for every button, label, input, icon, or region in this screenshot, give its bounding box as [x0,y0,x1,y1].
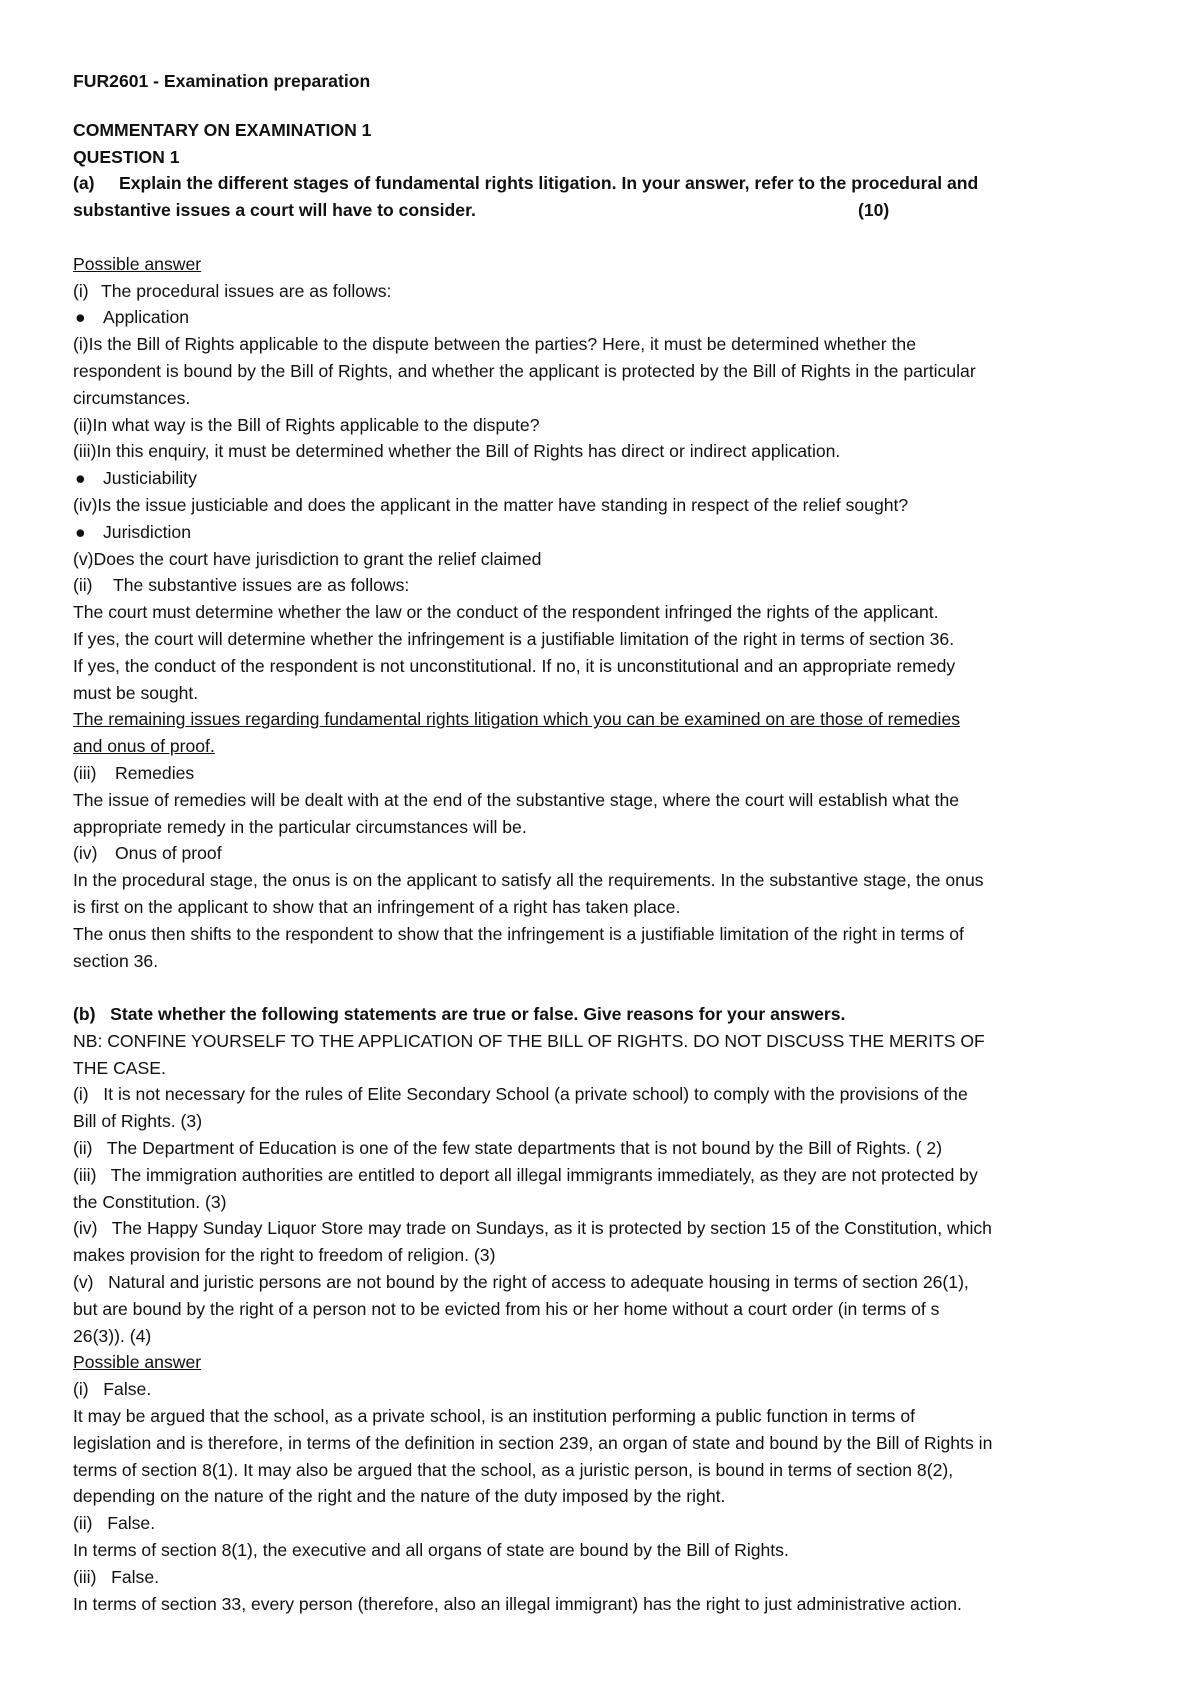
possible-answer-heading: Possible answer [73,253,202,274]
substantive-heading: (ii) The substantive issues are as follows: [73,575,410,596]
onus-line1: In the procedural stage, the onus is on the applicant to satisfy all the requirements. In the substantive stage, the onus [73,870,984,891]
bullet-icon: ● [75,521,86,542]
remedies-heading: (iii) Remedies [73,762,195,783]
justiciability-iv: (iv)Is the issue justiciable and does the applicant in the matter have standing in respect of the relief sought? [73,494,909,515]
remaining-issues-line2: and onus of proof. [73,736,215,757]
possible-answer-b-heading: Possible answer [73,1352,202,1373]
statement-v-line1: (v) Natural and juristic persons are not bound by the right of access to adequate housing in terms of section 26(1), [73,1272,969,1293]
bullet-application: ● Application [73,304,1143,331]
answer-ii-label: (ii) False. [73,1513,156,1534]
answer-i-line3: terms of section 8(1). It may also be argued that the school, as a juristic person, is bound in terms of section 8(2), [73,1459,954,1480]
document-page [73,68,1143,1617]
substantive-1: The court must determine whether the law or the conduct of the respondent infringed the rights of the applicant. [73,602,939,623]
substantive-3-line2: must be sought. [73,682,199,703]
statement-iii-line1: (iii) The immigration authorities are entitled to deport all illegal immigrants immediately, as they are not protected by [73,1164,978,1185]
answer-i-line4: depending on the nature of the right and the nature of the duty imposed by the right. [73,1486,726,1507]
substantive-2: If yes, the court will determine whether the infringement is a justifiable limitation of the right in terms of section 36. [73,628,955,649]
substantive-3-line1: If yes, the conduct of the respondent is not unconstitutional. If no, it is unconstitutional and an appropriate remedy [73,655,956,676]
nb-line1: NB: CONFINE YOURSELF TO THE APPLICATION OF THE BILL OF RIGHTS. DO NOT DISCUSS THE MERITS OF [73,1030,985,1051]
commentary-title: COMMENTARY ON EXAMINATION 1 [73,119,372,140]
answer-i-line1: It may be argued that the school, as a private school, is an institution performing a public function in terms of [73,1406,916,1427]
onus-heading: (iv) Onus of proof [73,843,222,864]
onus-line4: section 36. [73,950,159,971]
statement-i-line2: Bill of Rights. (3) [73,1111,203,1132]
bullet-icon: ● [75,468,86,489]
statement-iv-line2: makes provision for the right to freedom of religion. (3) [73,1245,496,1266]
question-title: QUESTION 1 [73,146,180,167]
question-a-line2: substantive issues a court will have to consider. (10) [73,197,1143,224]
bullet-icon: ● [75,307,86,328]
application-i-line3: circumstances. [73,387,191,408]
jurisdiction-v: (v)Does the court have jurisdiction to grant the relief claimed [73,548,542,569]
onus-line3: The onus then shifts to the respondent to show that the infringement is a justifiable limitation of the right in terms of [73,923,964,944]
remedies-line1: The issue of remedies will be dealt with at the end of the substantive stage, where the court will establish what the [73,789,960,810]
bullet-jurisdiction: ● Jurisdiction [73,519,1143,546]
statement-iv-line1: (iv) The Happy Sunday Liquor Store may trade on Sundays, as it is protected by section 15 of the Constitution, which [73,1218,992,1239]
answer-i-line2: legislation and is therefore, in terms of the definition in section 239, an organ of state and bound by the Bill of Rights in [73,1432,993,1453]
document-title: FUR2601 - Examination preparation [73,71,371,91]
procedural-heading: (i) The procedural issues are as follows: [73,280,392,301]
bullet-justiciability: ● Justiciability [73,465,1143,492]
nb-line2: THE CASE. [73,1057,166,1078]
question-a-marks: (10) [858,200,890,221]
application-iii: (iii)In this enquiry, it must be determined whether the Bill of Rights has direct or indirect application. [73,441,841,462]
question-a-line1: (a) Explain the different stages of fundamental rights litigation. In your answer, refer to the procedural and [73,170,1143,197]
remedies-line2: appropriate remedy in the particular circumstances will be. [73,816,527,837]
answer-iii-line1: In terms of section 33, every person (therefore, also an illegal immigrant) has the right to just administrative action. [73,1593,962,1614]
statement-v-line2: but are bound by the right of a person not to be evicted from his or her home without a court order (in terms of s [73,1298,940,1319]
application-i-line1: (i)Is the Bill of Rights applicable to the dispute between the parties? Here, it must be determined whether the [73,334,917,355]
statement-ii: (ii) The Department of Education is one of the few state departments that is not bound by the Bill of Rights. ( 2) [73,1138,943,1159]
onus-line2: is first on the applicant to show that an infringement of a right has taken place. [73,896,681,917]
question-b-heading: (b) State whether the following statements are true or false. Give reasons for your answers. [73,1004,846,1025]
statement-iii-line2: the Constitution. (3) [73,1191,227,1212]
answer-iii-label: (iii) False. [73,1566,160,1587]
answer-ii-line1: In terms of section 8(1), the executive and all organs of state are bound by the Bill of Rights. [73,1540,789,1561]
statement-i-line1: (i) It is not necessary for the rules of Elite Secondary School (a private school) to comply with the provisions of the [73,1084,968,1105]
answer-i-label: (i) False. [73,1379,152,1400]
application-ii: (ii)In what way is the Bill of Rights applicable to the dispute? [73,414,540,435]
question-a-label: (a) [73,173,95,194]
remaining-issues-line1: The remaining issues regarding fundamental rights litigation which you can be examined on are those of remedies [73,709,961,730]
statement-v-line3: 26(3)). (4) [73,1325,152,1346]
application-i-line2: respondent is bound by the Bill of Rights, and whether the applicant is protected by the Bill of Rights in the particular [73,360,976,381]
